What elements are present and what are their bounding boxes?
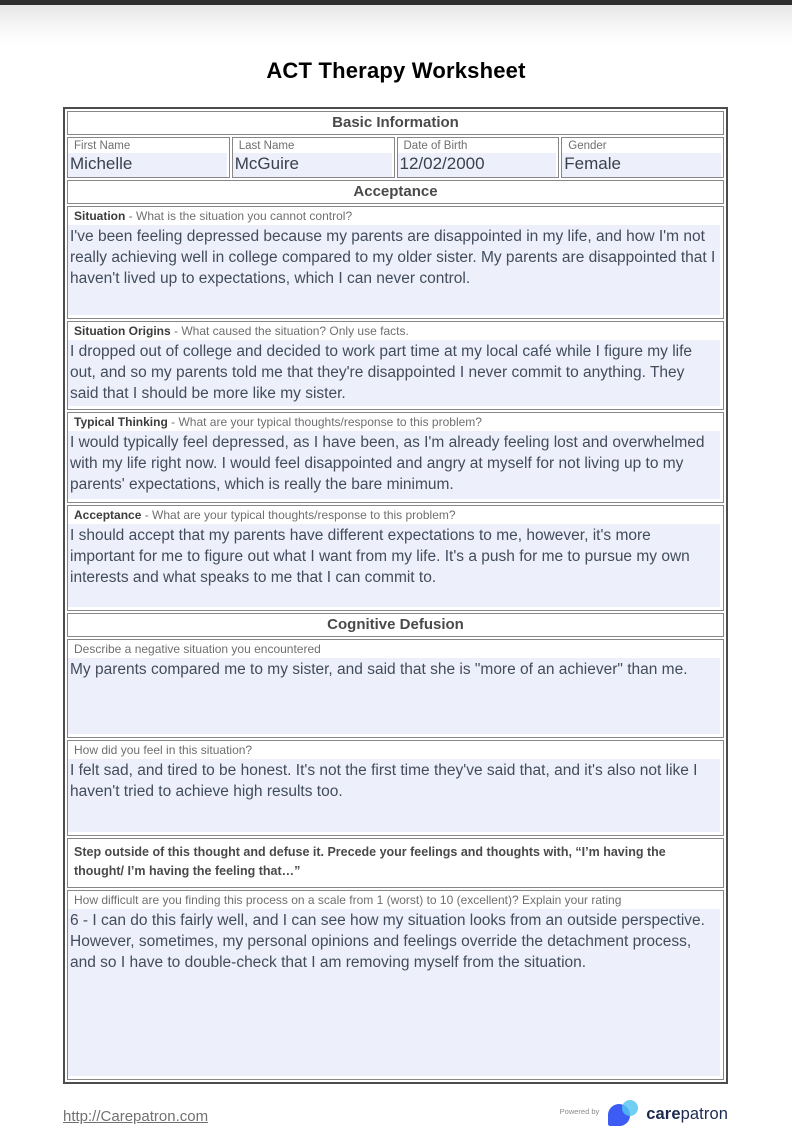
table-row xyxy=(67,838,724,888)
last-name-cell xyxy=(232,137,395,178)
table-row xyxy=(67,321,724,410)
wordmark-patron: patron xyxy=(680,1104,728,1123)
negative-situation-answer-field[interactable]: My parents compared me to my sister, and said that she is "more of an achiever" than me. xyxy=(68,658,720,734)
situation-origins-cell xyxy=(67,321,724,410)
gender-field[interactable]: Female xyxy=(562,153,721,177)
defuse-instruction-label: Step outside of this thought and defuse it. Precede your feelings and thoughts with, “I’m having the thought/ I’m having the feeling that…” xyxy=(68,839,723,887)
situation-origins-label-bold: Situation Origins xyxy=(74,324,171,338)
section-header-cognitive-defusion: Cognitive Defusion xyxy=(67,613,724,637)
section-header-acceptance: Acceptance xyxy=(67,180,724,204)
negative-situation-cell xyxy=(67,639,724,738)
carepatron-wordmark xyxy=(646,1105,728,1124)
table-row xyxy=(67,613,724,637)
logo-bubble-light-shape xyxy=(622,1100,638,1116)
gender-label: Gender xyxy=(562,138,723,153)
date-of-birth-label: Date of Birth xyxy=(398,138,559,153)
typical-thinking-label-rest: - What are your typical thoughts/response to this problem? xyxy=(167,415,482,429)
typical-thinking-cell xyxy=(67,412,724,503)
acceptance-question-label-rest: - What are your typical thoughts/response to this problem? xyxy=(141,508,456,522)
situation-origins-label xyxy=(68,322,723,340)
feelings-label: How did you feel in this situation? xyxy=(68,741,723,759)
situation-cell xyxy=(67,206,724,319)
powered-by-label: Powered by xyxy=(559,1106,600,1116)
situation-answer-field[interactable]: I've been feeling depressed because my parents are disappointed in my life, and how I'm not really achieving well in college compared to my older sister. My parents are disappointed that I haven't lived up to expectations, which I can never control. xyxy=(68,225,720,315)
first-name-cell xyxy=(67,137,230,178)
table-row xyxy=(67,111,724,135)
acceptance-question-label xyxy=(68,506,723,524)
first-name-field[interactable]: Michelle xyxy=(68,153,227,177)
feelings-answer-field[interactable]: I felt sad, and tired to be honest. It's not the first time they've said that, and it's also not like I haven't tried to achieve high results too. xyxy=(68,759,720,832)
section-header-basic-information: Basic Information xyxy=(67,111,724,135)
acceptance-answer-field[interactable]: I should accept that my parents have different expectations to me, however, it's more important for me to figure out what I want from my life. It's a push for me to pursue my own interests and what speaks to me that I can commit to. xyxy=(68,524,720,607)
situation-label-rest: - What is the situation you cannot control? xyxy=(125,209,353,223)
negative-situation-label: Describe a negative situation you encountered xyxy=(68,640,723,658)
situation-origins-answer-field[interactable]: I dropped out of college and decided to work part time at my local café while I figure my life out, and so my parents told me that they're disappointed I never commit to anything. They said that I should be more like my sister. xyxy=(68,340,720,406)
acceptance-question-cell xyxy=(67,505,724,611)
difficulty-rating-answer-field[interactable]: 6 - I can do this fairly well, and I can see how my situation looks from an outside perspective. However, sometimes, my personal opinions and feelings override the detachment process, and so I have to double-check that I am removing myself from the situation. xyxy=(68,909,720,1076)
table-row xyxy=(67,505,724,611)
gender-cell xyxy=(561,137,724,178)
worksheet-table xyxy=(63,107,728,1084)
typical-thinking-label-bold: Typical Thinking xyxy=(74,415,168,429)
table-row xyxy=(67,639,724,738)
table-row xyxy=(67,180,724,204)
date-of-birth-cell xyxy=(397,137,560,178)
page-top-shadow xyxy=(0,5,792,45)
defuse-instruction-cell xyxy=(67,838,724,888)
table-row xyxy=(67,137,724,178)
difficulty-rating-cell xyxy=(67,890,724,1080)
date-of-birth-field[interactable]: 12/02/2000 xyxy=(398,153,557,177)
feelings-cell xyxy=(67,740,724,836)
situation-label xyxy=(68,207,723,225)
typical-thinking-answer-field[interactable]: I would typically feel depressed, as I have been, as I'm already feeling lost and overwhelmed with my life right now. I would feel disappointed and angry at myself for not living up to my parents' expectations, which is really the bare minimum. xyxy=(68,431,720,499)
table-row xyxy=(67,740,724,836)
table-row xyxy=(67,890,724,1080)
situation-origins-label-rest: - What caused the situation? Only use facts. xyxy=(170,324,409,338)
wordmark-care: care xyxy=(646,1104,681,1123)
table-row xyxy=(67,206,724,319)
situation-label-bold: Situation xyxy=(74,209,126,223)
carepatron-link[interactable]: http://Carepatron.com xyxy=(63,1108,209,1125)
typical-thinking-label xyxy=(68,413,723,431)
difficulty-rating-label: How difficult are you finding this process on a scale from 1 (worst) to 10 (excellent)? Explain your rating xyxy=(68,891,723,909)
acceptance-question-label-bold: Acceptance xyxy=(74,508,142,522)
last-name-field[interactable]: McGuire xyxy=(233,153,392,177)
table-row xyxy=(67,412,724,503)
first-name-label: First Name xyxy=(68,138,229,153)
page-title: ACT Therapy Worksheet xyxy=(266,58,526,83)
last-name-label: Last Name xyxy=(233,138,394,153)
